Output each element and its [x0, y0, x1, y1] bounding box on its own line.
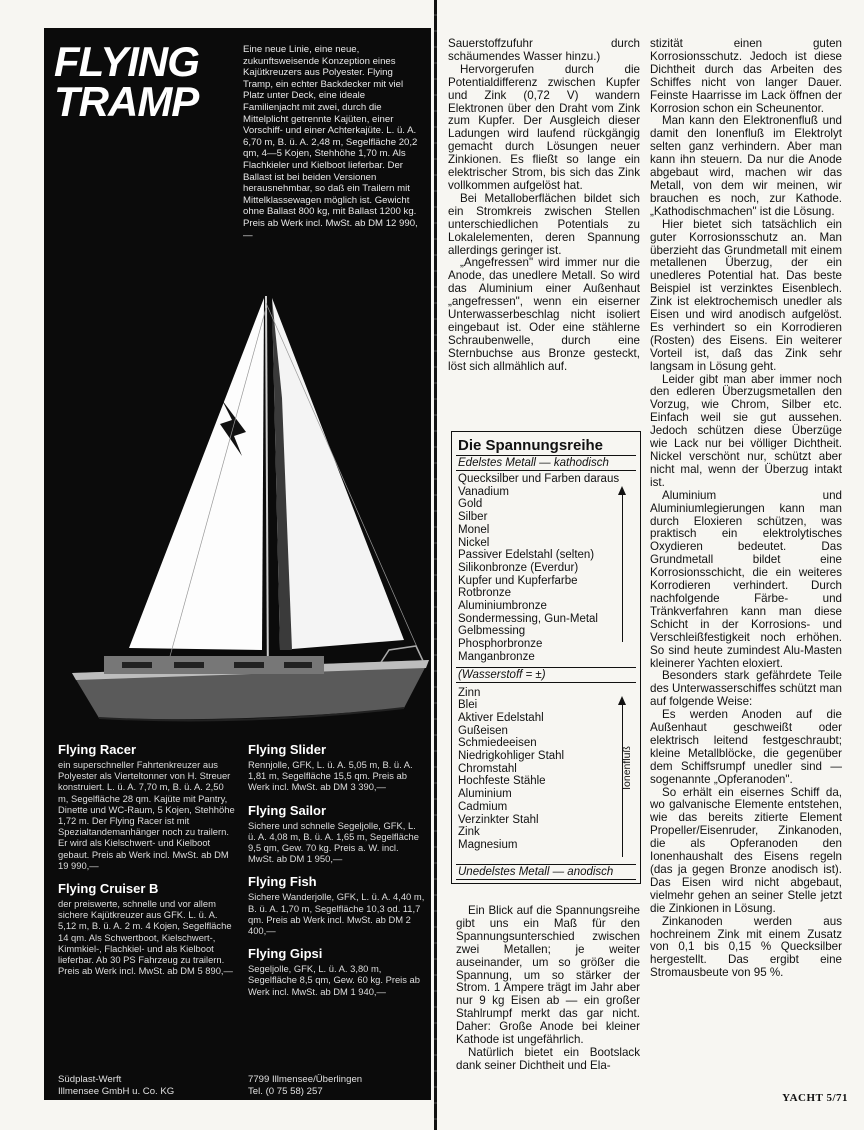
model-description: Rennjolle, GFK, L. ü. A. 5,05 m, B. ü. A. 1,81 m, Segelfläche 15,5 qm. Preis ab Werk incl. MwSt. ab DM 3 390,—	[248, 759, 413, 793]
paragraph: stizität einen guten Korrosionsschutz. Jedoch ist diese Dichtheit durch das Arbeiten des Schiffes nicht von langer Dauer. Feinste Haarrisse im Lack öffnen der Korrosion schon ein Scheunentor.	[650, 37, 842, 115]
model-flying-racer	[58, 742, 236, 871]
model-name: Flying Racer	[58, 742, 137, 757]
ad-company-name: Südplast-Werft Illmensee GmbH u. Co. KG	[58, 1074, 175, 1097]
cabin-window-2	[174, 662, 204, 668]
series-metal: Hochfeste Stähle	[458, 775, 546, 788]
cabin-window-4	[284, 662, 312, 668]
model-name: Flying Gipsi	[248, 946, 323, 962]
series-metal: Rotbronze	[458, 587, 512, 600]
sailboat-illustration	[44, 278, 431, 738]
series-metal: Niedrigkohliger Stahl	[458, 750, 565, 763]
paragraph: Sauerstoffzufuhr durch schäumendes Wasser hinzu.)	[448, 37, 640, 63]
model-flying-fish	[248, 874, 426, 936]
series-metal: Nickel	[458, 536, 490, 549]
series-metal: Zink	[458, 826, 480, 839]
series-metal: Manganbronze	[458, 650, 535, 663]
ad-company-address: 7799 Illmensee/Überlingen Tel. (0 75 58) 257	[248, 1074, 363, 1097]
paragraph: Leider gibt man aber immer noch den edleren Überzugsmetallen den Vorzug, wie Chrom, Silber etc. Einfach weil sie gut aussehen. Jedoch schützen diese Überzüge wie Lack nur bei völliger Dichtheit. Nickel verschönt nur, schützt aber nicht mal, wenn der Überzug intakt ist.	[650, 372, 842, 489]
model-description: Sichere Wanderjolle, GFK, L. ü. A. 4,40 m, B. ü. A. 1,70 m, Segelfläche 10,3 od. 11,7 qm. Preis ab Werk incl. MwSt. ab DM 2 400,—	[248, 891, 425, 937]
potential-arrow-line	[622, 492, 623, 642]
paragraph: Bei Metalloberflächen bildet sich ein Stromkreis zwischen Stellen unterschiedlichen Potentials zu Lokalelementen, deren Spannung allerdings geringer ist.	[448, 191, 640, 257]
paragraph: Ein Blick auf die Spannungsreihe gibt uns ein Maß für den Spannungsunterschied zwischen zwei Metallen; je weiter auseinander, um so größer die Spannung, um so stärker der Strom. 1 Ampere trägt im Jahr aber nur 9 kg Eisen ab — ein großer Stahlrumpf merkt das gar nicht. Daher: Große Anode bei kleiner Kathode ist ungefährlich.	[456, 904, 640, 1047]
ad-models-left	[58, 742, 236, 986]
ad-models-right	[248, 742, 426, 1007]
model-flying-gipsi	[248, 946, 426, 997]
cabin-window-1	[122, 662, 152, 668]
paragraph: „Angefressen" wird immer nur die Anode, das unedlere Metall. So wird das Aluminium einer Außenhaut „angefressen", wenn ein eiserner Unterwasserbeschlag nicht isoliert eingebaut ist. Oder eine stählerne Schraubenwelle, durch eine Sternbuchse aus Bronze gesteckt, löst sich allmählich auf.	[448, 256, 640, 373]
series-metal: Phosphorbronze	[458, 638, 543, 651]
ad-intro-text: Eine neue Linie, eine neue, zukunftsweisende Konzeption eines Kajütkreuzers aus Polyester. Flying Tramp, ein echter Backdecker mit viel Platz unter Deck, eine ideale Familienjacht mit zwei, durch die Mittelplicht getrennte Kajüten, einer Vorschiff- und einer Achterkajüte. L. ü. A. 6,70 m, B. ü. A. 2,48 m, Segelfläche 20,2 qm, 4—5 Kojen, Stehhöhe 1,70 m. Als Flachkieler und Kielboot lieferbar. Der Ballast ist bei beiden Versionen herausnehmbar, so daß ein Trailern mit Mittelklassewagen möglich ist. Gewicht ohne Ballast 800 kg, mit Ballast 1200 kg. Preis ab Werk incl. MwSt. ab DM 12 990,—	[243, 44, 418, 241]
series-metal: Verzinkter Stahl	[458, 813, 539, 826]
hydrogen-reference-label: (Wasserstoff = ±)	[456, 667, 636, 683]
series-metal: Monel	[458, 523, 490, 536]
noble-metals-list	[452, 471, 640, 664]
series-metal: Gelbmessing	[458, 625, 526, 638]
series-title: Die Spannungsreihe	[458, 437, 604, 454]
paragraph: Hier bietet sich tatsächlich ein guter Korrosionsschutz an. Man überzieht das Grundmetall mit einem metallenen Überzug, der ein unedleres Potential hat. Das beste Beispiel ist verzinktes Eisenblech. Zink ist elektrochemisch unedler als Eisen und wird anodisch aufgelöst. Es verhindert so ein Korrodieren (Rosten) des Eisens. Ein weiterer Vorteil ist, daß das Zink sehr langsam in Lösung geht.	[650, 217, 842, 373]
series-metal: Vanadium	[458, 485, 509, 498]
ion-flow-label: Ionenfluß	[621, 746, 633, 790]
model-description: ein superschneller Fahrtenkreuzer aus Polyester als Vierteltonner von H. Streuer konstruiert. L. ü. A. 7,70 m, B. ü. A. 2,50 m, Segelfläche 28 qm. Kajüte mit Pantry, Dinette und WC-Raum, 5 Kojen, Stehhöhe 1,72 m. Der Flying Racer ist mit Spezialtandemanhänger noch zu trailern. Er wird als Kielschwert- und Kielboot gebaut. Preis ab Werk incl. MwSt. ab DM 19 990,—	[58, 759, 235, 871]
top-label-text: Edelstes Metall — kathodisch	[458, 457, 609, 469]
series-metal: Silber	[458, 511, 488, 524]
model-description: der preiswerte, schnelle und vor allem sichere Kajütkreuzer aus GFK. L. ü. A. 5,12 m, B. ü. A. 2 m. 4 Kojen, Segelfläche 14 qm. Als Schwertboot, Kielschwert-, Kimmkiel-, Flachkiel- und als Kielboot lieferbar. Ab 30 PS Fahrzeug zu trailern. Preis ab Werk incl. MwSt. ab DM 5 890,—	[58, 898, 233, 977]
series-metal: Aluminium	[458, 788, 512, 801]
paragraph: Man kann den Elektronenfluß und damit den Ionenfluß im Elektrolyt selten ganz verhindern. Aber man kann ihn steuern. Da nur die Anode abgebaut wird, machen wir das Metall, von dem wir meinen, wir brauchen es noch, zur Kathode. „Kathodischmachen" ist die Lösung.	[650, 114, 842, 218]
series-metal: Blei	[458, 699, 478, 712]
series-metal: Gold	[458, 498, 483, 511]
paragraph: Hervorgerufen durch die Potentialdifferenz zwischen Kupfer und Zink (0,72 V) wandern Elektronen über den Draht vom Zink zum Kupfer. Der Ausgleich dieser Ladungen wird laufend rückgängig gemacht durch Lösungen neuer Zinkionen. Es fließt so lange ein elektrischer Strom, bis sich das Zink vollkommen aufgelöst hat.	[448, 62, 640, 192]
column-divider	[434, 0, 437, 1130]
article-column-middle-top	[448, 38, 640, 374]
series-metal: Gußeisen	[458, 724, 508, 737]
paragraph: Zinkanoden werden aus hochreinem Zink mit einem Zusatz von 0,1 bis 0,15 % Quecksilber hergestellt. Das ergibt eine Stromausbeute von 95 %.	[650, 914, 842, 980]
paragraph: Aluminium und Aluminiumlegierungen kann man durch Eloxieren schützen, was praktisch ein elektrolytisches Oxydieren bedeutet. Das Grundmetall bildet eine Korrosionsschicht, die ein weiteres Korrodieren verhindert. Durch nachfolgende Färbe- und Tränkverfahren kann man diese Schicht in der Korrosions- und Verschleißfestigkeit noch erhöhen. So sind heute zumindest Alu-Masten kleinerer Yachten eloxiert.	[650, 488, 842, 670]
series-metal: Passiver Edelstahl (selten)	[458, 549, 595, 562]
bottom-label-text: Unedelstes Metall — anodisch	[458, 866, 614, 878]
series-bottom-label	[456, 864, 636, 880]
ad-title: FLYING TRAMP	[54, 38, 199, 125]
series-metal: Sondermessing, Gun-Metal	[458, 612, 598, 625]
series-metal: Aktiver Edelstahl	[458, 711, 544, 724]
article-column-middle-bottom	[456, 905, 640, 1073]
paragraph: So erhält ein eisernes Schiff da, wo galvanische Elemente entstehen, wie das bereits zitierte Element Propeller/Eisenruder, Zinkanoden, die als Opferanoden den Ionenhaushalt des Eisens regeln (das ja gegen Bronze anodisch ist). Das Eisen wird nicht abgebaut, vielmehr gehen an seiner Stelle jetzt die Zinkionen in Lösung.	[650, 785, 842, 915]
page-footer: YACHT 5/71	[782, 1092, 848, 1104]
model-flying-cruiser-b	[58, 881, 236, 976]
flying-tramp-advertisement	[44, 28, 431, 1100]
article-column-right	[650, 38, 842, 980]
cabin-window-3	[234, 662, 264, 668]
series-metal: Chromstahl	[458, 762, 517, 775]
model-name: Flying Slider	[248, 742, 327, 757]
series-metal: Schmiedeeisen	[458, 737, 537, 750]
series-metal: Aluminiumbronze	[458, 600, 547, 613]
series-top-label	[456, 455, 636, 471]
series-metal: Silikonbronze (Everdur)	[458, 561, 579, 574]
paragraph: Natürlich bietet ein Bootslack dank seiner Dichtheit und Ela-	[456, 1045, 640, 1072]
base-metals-list	[452, 685, 640, 852]
series-metal: Cadmium	[458, 800, 508, 813]
model-name: Flying Fish	[248, 874, 317, 890]
series-metal: Quecksilber und Farben daraus	[458, 473, 620, 485]
model-name: Flying Sailor	[248, 802, 327, 818]
series-metal: Zinn	[458, 686, 481, 699]
series-metal: Magnesium	[458, 838, 518, 851]
model-flying-slider	[248, 742, 426, 793]
model-description: Sichere und schnelle Segeljolle, GFK, L. ü. A. 4,08 m, B. ü. A. 1,65 m, Segelfläche 9,5 qm, Gew. 70 kg. Preis a. W. incl. MwSt. ab DM 1 950,—	[248, 819, 419, 865]
paragraph: Besonders stark gefährdete Teile des Unterwasserschiffes schützt man auf folgende Weise:	[650, 669, 842, 709]
series-metal: Kupfer und Kupferfarbe	[458, 574, 578, 587]
paragraph: Es werden Anoden auf die Außenhaut geschweißt oder elektrisch leitend festgeschraubt; kleine Metallblöcke, die gegenüber dem Schiffsrumpf unedler sind — sogenannte „Opferanoden".	[650, 708, 842, 786]
model-description: Segeljolle, GFK, L. ü. A. 3,80 m, Segelfläche 8,5 qm, Gew. 60 kg. Preis ab Werk incl. MwSt. ab DM 1 940,—	[248, 963, 420, 997]
model-flying-sailor	[248, 803, 426, 865]
galvanic-series-box	[451, 431, 641, 884]
model-name: Flying Cruiser B	[58, 881, 159, 897]
